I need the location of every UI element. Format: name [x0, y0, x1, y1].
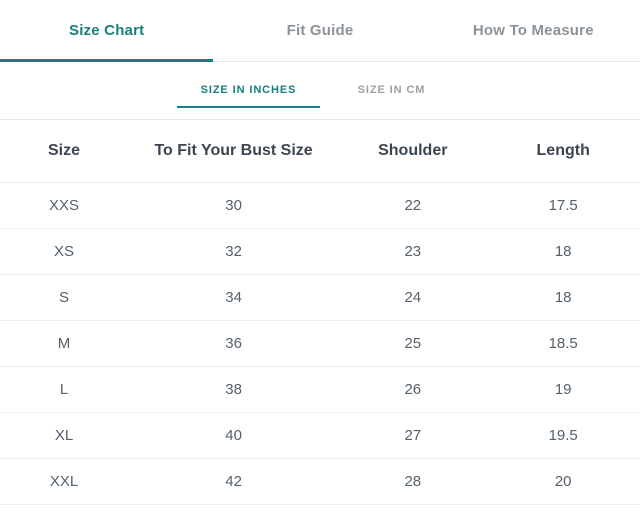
cell-shoulder: 28 [339, 459, 486, 505]
cell-bust: 42 [128, 459, 339, 505]
table-row [0, 367, 640, 413]
cell-bust: 38 [128, 367, 339, 413]
cell-length: 17.5 [486, 183, 640, 229]
size-table-body [0, 183, 640, 505]
table-row [0, 459, 640, 505]
tab-size-chart[interactable] [0, 0, 213, 61]
cell-size: XXS [0, 183, 128, 229]
tab-how-to-measure[interactable] [427, 0, 640, 61]
cell-size: XXL [0, 459, 128, 505]
cell-size: XL [0, 413, 128, 459]
cell-shoulder: 25 [339, 321, 486, 367]
cell-bust: 40 [128, 413, 339, 459]
tab-how-to-measure-label: How To Measure [472, 22, 594, 39]
tab-size-chart-label: Size Chart [68, 22, 145, 39]
cell-shoulder: 23 [339, 229, 486, 275]
size-table-wrapper [0, 120, 640, 505]
cell-length: 20 [486, 459, 640, 505]
unit-toggle [0, 62, 640, 120]
cell-size: XS [0, 229, 128, 275]
tab-fit-guide-label: Fit Guide [286, 22, 354, 39]
unit-option-cm-label: SIZE IN CM [357, 83, 426, 96]
column-header-size: Size [0, 120, 128, 183]
cell-length: 18 [486, 275, 640, 321]
tab-bar [0, 0, 640, 62]
cell-bust: 32 [128, 229, 339, 275]
cell-length: 19 [486, 367, 640, 413]
tab-fit-guide[interactable] [213, 0, 426, 61]
table-row [0, 275, 640, 321]
unit-option-cm[interactable] [320, 74, 463, 108]
cell-length: 18.5 [486, 321, 640, 367]
table-row [0, 321, 640, 367]
cell-size: L [0, 367, 128, 413]
cell-length: 19.5 [486, 413, 640, 459]
cell-shoulder: 26 [339, 367, 486, 413]
cell-bust: 36 [128, 321, 339, 367]
table-row [0, 183, 640, 229]
cell-size: S [0, 275, 128, 321]
cell-shoulder: 22 [339, 183, 486, 229]
table-row [0, 413, 640, 459]
cell-shoulder: 24 [339, 275, 486, 321]
cell-bust: 30 [128, 183, 339, 229]
column-header-length: Length [486, 120, 640, 183]
cell-bust: 34 [128, 275, 339, 321]
size-table-head [0, 120, 640, 183]
size-table [0, 120, 640, 505]
column-header-shoulder: Shoulder [339, 120, 486, 183]
cell-size: M [0, 321, 128, 367]
unit-option-inches-label: SIZE IN INCHES [200, 83, 297, 96]
cell-shoulder: 27 [339, 413, 486, 459]
column-header-bust: To Fit Your Bust Size [128, 120, 339, 183]
table-header-row [0, 120, 640, 183]
table-row [0, 229, 640, 275]
unit-option-inches[interactable] [177, 74, 320, 108]
cell-length: 18 [486, 229, 640, 275]
